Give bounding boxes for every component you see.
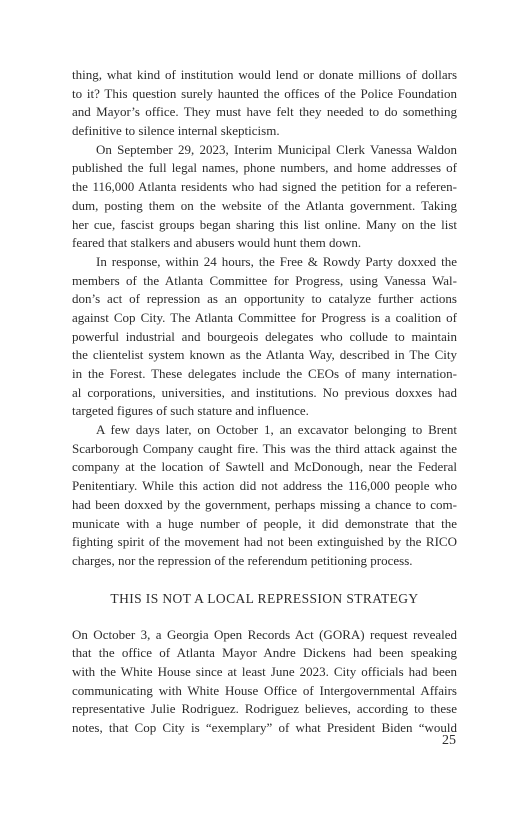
text-line: members of the Atlanta Committee for Progress, using Vanessa Wal-	[72, 272, 457, 288]
text-line: A few days later, on October 1, an excavator belonging to Brent	[96, 422, 457, 438]
text-line: representative Julie Rodriguez. Rodriguez believes, according to these	[72, 701, 457, 717]
page-body	[72, 66, 457, 738]
text-line: notes, that Cop City is “exemplary” of what President Biden “would	[72, 720, 457, 735]
paragraph-5	[72, 626, 457, 738]
text-line: targeted figures of such stature and influence.	[72, 403, 309, 419]
text-line: the 116,000 Atlanta residents who had signed the petition for a referen-	[72, 179, 457, 195]
text-line: charges, nor the repression of the referendum petitioning process.	[72, 552, 413, 568]
text-line: don’s act of repression as an opportunity to catalyze further actions	[72, 291, 457, 307]
page-number: 25	[442, 733, 456, 748]
text-line: powerful industrial and bourgeois delegates who collude to maintain	[72, 328, 457, 344]
paragraph-2	[72, 141, 457, 253]
text-line: feared that stalkers and abusers would hunt them down.	[72, 235, 362, 251]
text-line: with the White House since at least June 2023. City officials had been	[72, 663, 457, 679]
text-line: On September 29, 2023, Interim Municipal Clerk Vanessa Waldon	[96, 141, 457, 157]
paragraph-1	[72, 66, 457, 141]
text-line: al corporations, universities, and institutions. No previous doxxes had	[72, 384, 457, 400]
paragraph-4	[72, 421, 457, 571]
text-line: dum, posting them on the website of the Atlanta government. Taking	[72, 197, 457, 213]
text-line: in the Forest. These delegates include the CEOs of many internation-	[72, 366, 457, 381]
text-line: the clientelist system known as the Atlanta Way, described in The City	[72, 347, 457, 363]
text-line: had been doxxed by the government, perhaps missing a chance to com-	[72, 496, 457, 512]
text-line: On October 3, a Georgia Open Records Act (GORA) request revealed	[72, 626, 457, 642]
text-line: communicating with White House Office of Intergovernmental Affairs	[72, 682, 457, 698]
text-line: Penitentiary. While this action did not address the 116,000 people who	[72, 478, 457, 494]
text-line: published the full legal names, phone numbers, and home addresses of	[72, 160, 457, 176]
text-line: municate with a huge number of people, it did demonstrate that the	[72, 515, 457, 531]
text-line: Scarborough Company caught fire. This was the third attack against the	[72, 440, 457, 456]
paragraph-3	[72, 253, 457, 421]
text-line: thing, what kind of institution would lend or donate millions of dollars	[72, 67, 457, 82]
text-line: definitive to silence internal skepticism.	[72, 123, 280, 139]
section-heading: THIS IS NOT A LOCAL REPRESSION STRATEGY	[110, 590, 419, 606]
text-line: that the office of Atlanta Mayor Andre Dickens had been speaking	[72, 645, 457, 661]
text-line: to it? This question surely haunted the offices of the Police Foundation	[72, 85, 457, 101]
text-line: fighting spirit of the movement had not been extinguished by the RICO	[72, 534, 457, 550]
text-line: against Cop City. The Atlanta Committee for Progress is a coalition of	[72, 309, 457, 325]
text-line: In response, within 24 hours, the Free & Rowdy Party doxxed the	[96, 253, 457, 269]
text-line: company at the location of Sawtell and McDonough, near the Federal	[72, 459, 457, 475]
text-line: her cue, fascist groups began sharing this list online. Many on the list	[72, 216, 457, 232]
text-line: and Mayor’s office. They must have felt they needed to do something	[72, 104, 457, 120]
